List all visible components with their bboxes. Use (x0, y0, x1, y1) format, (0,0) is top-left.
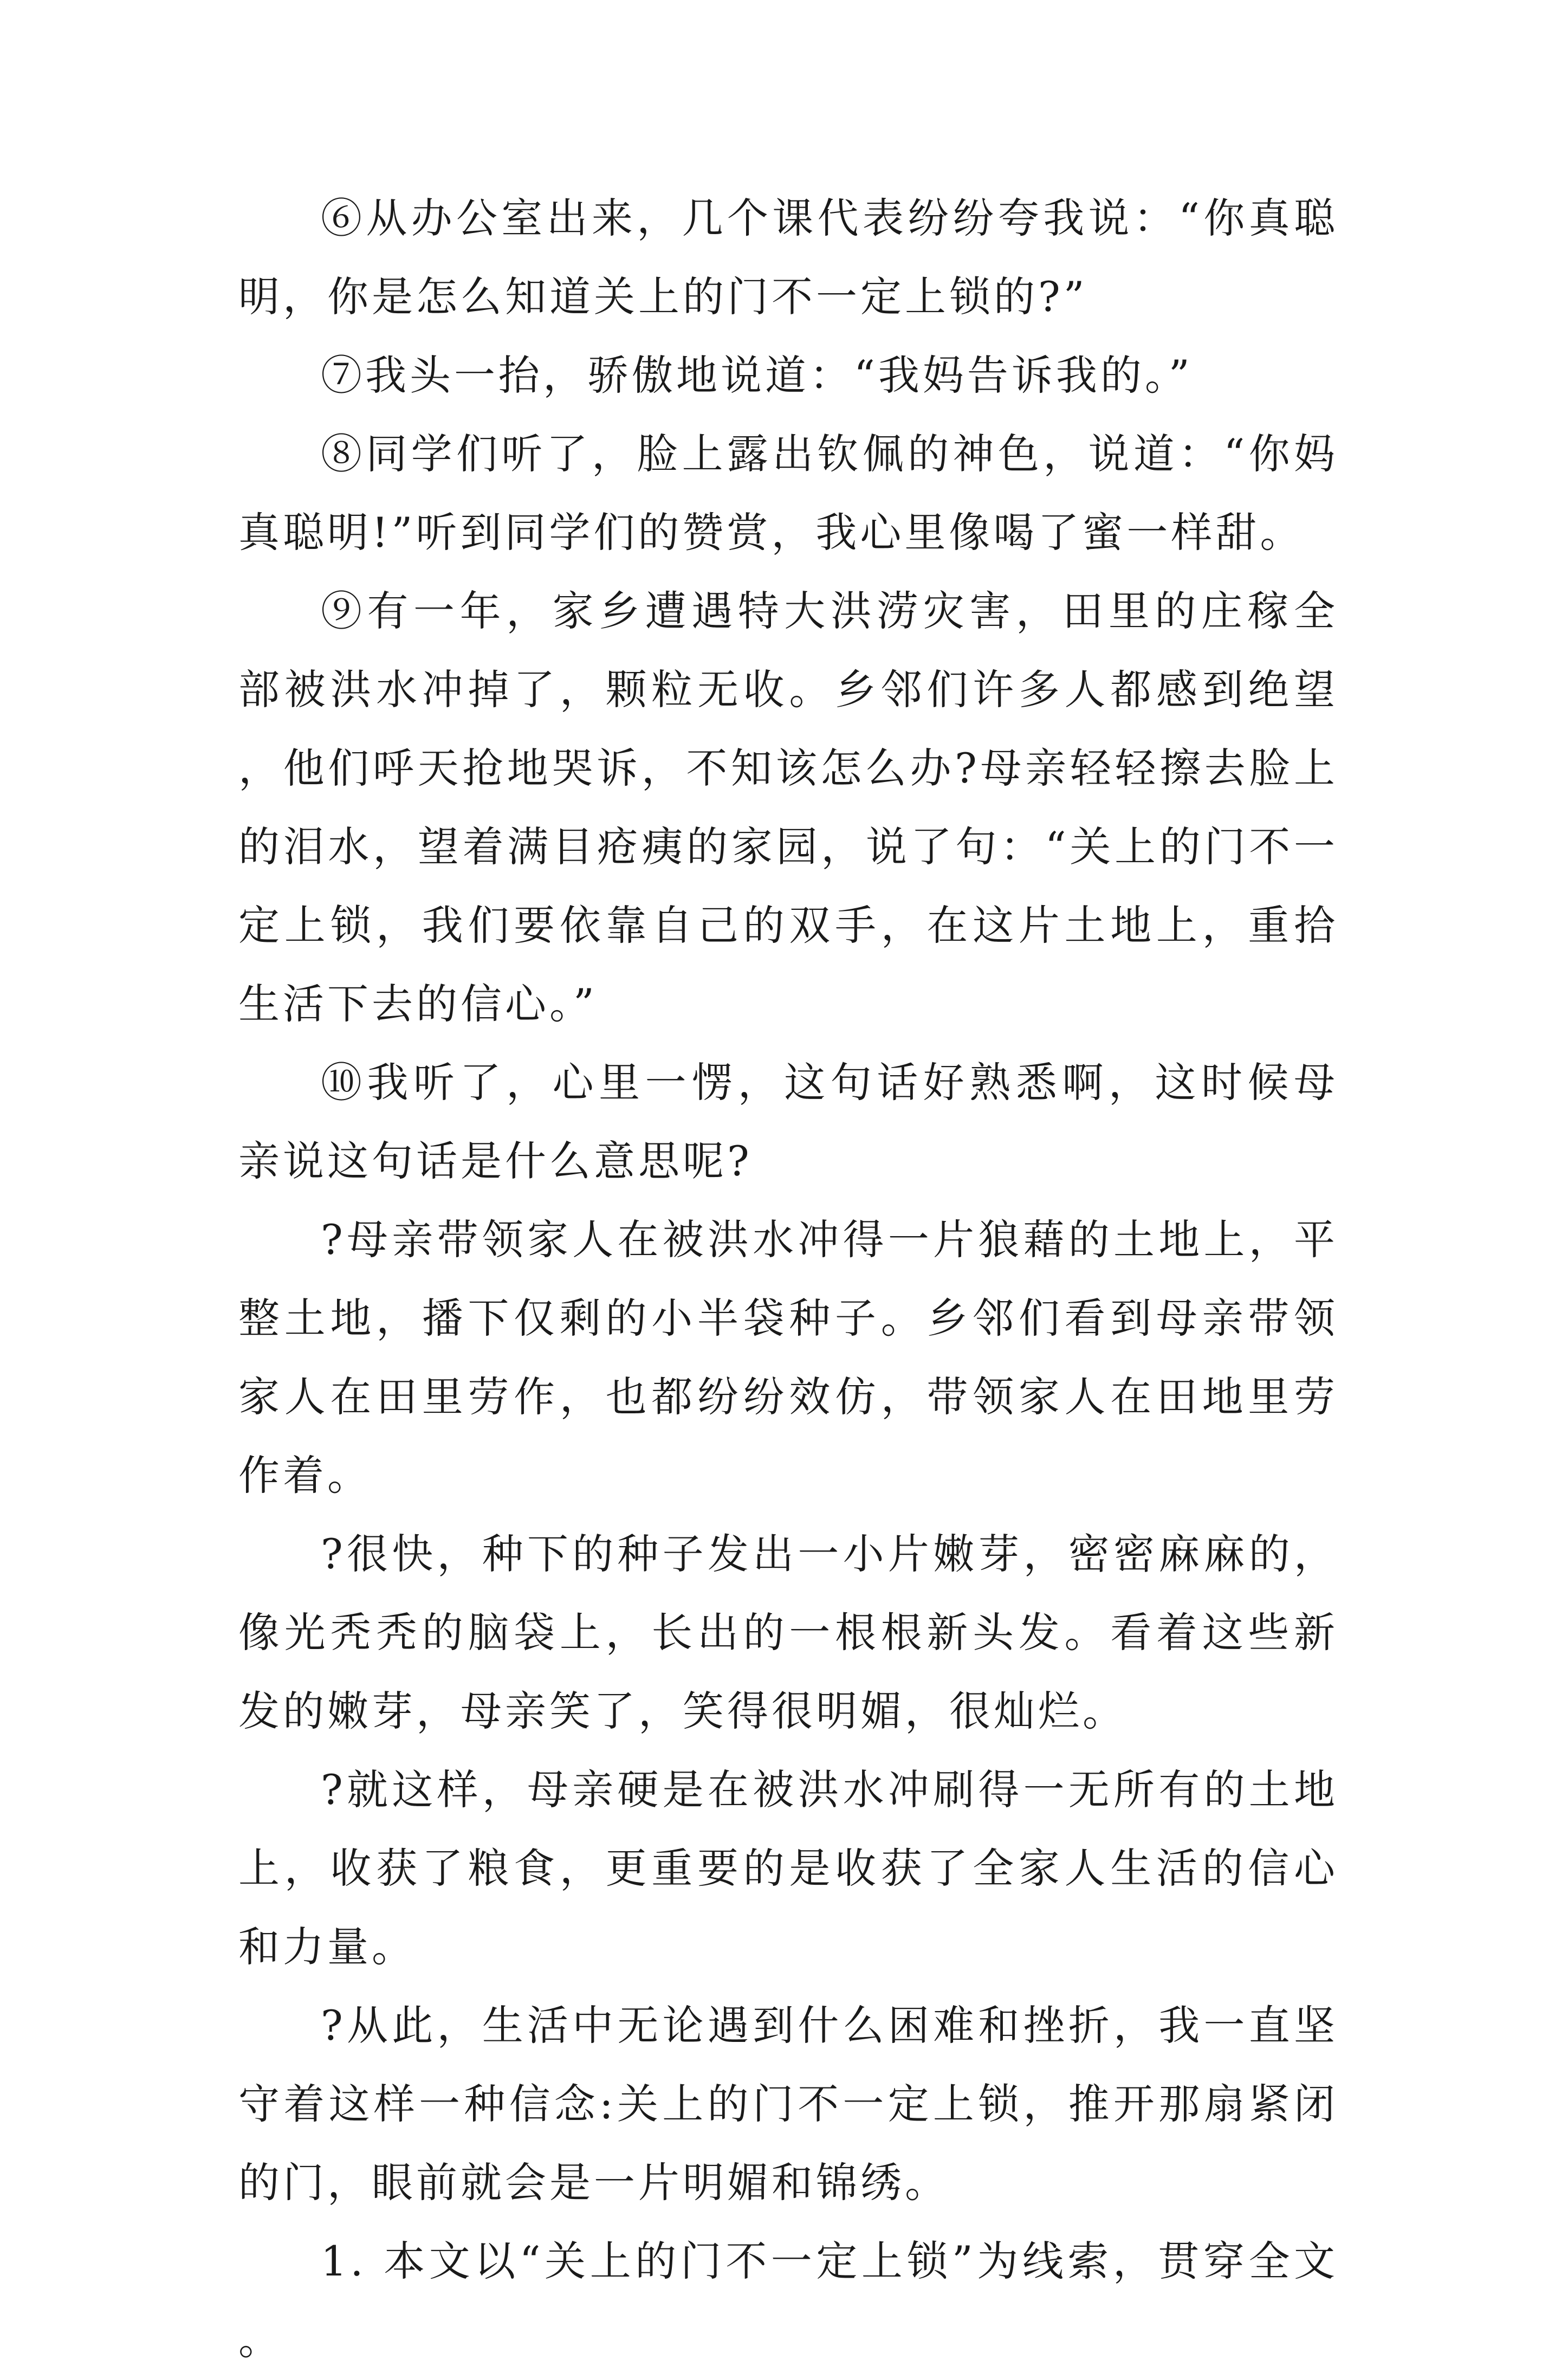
paragraph-13: ?就这样，母亲硬是在被洪水冲刷得一无所有的土地上，收获了粮食，更重要的是收获了全家人生活的信心和力量。 (238, 1766, 1338, 1971)
paragraph-6: ⑥从办公室出来，几个课代表纷纷夸我说：“你真聪明，你是怎么知道关上的门不一定上锁的?” (238, 194, 1338, 321)
paragraph-7: ⑦我头一抬，骄傲地说道：“我妈告诉我的。” (321, 351, 1193, 399)
question-1: 1. 本文以“关上的门不一定上锁”为线索，贯穿全文。 (238, 2237, 1338, 2364)
paragraph-8: ⑧同学们听了，脸上露出钦佩的神色，说道：“你妈真聪明!”听到同学们的赞赏，我心里像喝了蜜一样甜。 (238, 430, 1338, 557)
paragraph-10: ⑩我听了，心里一愣，这句话好熟悉啊，这时候母亲说这句话是什么意思呢? (238, 1058, 1338, 1185)
paragraph-11: ?母亲带领家人在被洪水冲得一片狼藉的土地上，平整土地，播下仅剩的小半袋种子。乡邻们看到母亲带领家人在田里劳作，也都纷纷效仿，带领家人在田地里劳作着。 (238, 1216, 1338, 1499)
paragraph-14: ?从此，生活中无论遇到什么困难和挫折，我一直坚守着这样一种信念:关上的门不一定上锁，推开那扇紧闭的门，眼前就会是一片明媚和锦绣。 (238, 2001, 1338, 2207)
paragraph-9: ⑨有一年，家乡遭遇特大洪涝灾害，田里的庄稼全部被洪水冲掉了，颗粒无收。乡邻们许多人都感到绝望，他们呼天抢地哭诉，不知该怎么办?母亲轻轻擦去脸上的泪水，望着满目疮痍的家园，说了句：“关上的门不一定上锁，我们要依靠自己的双手，在这片土地上，重拾生活下去的信心。” (238, 587, 1338, 1028)
body-text (238, 179, 1338, 2379)
paragraph-12: ?很快，种下的种子发出一小片嫩芽，密密麻麻的，像光秃秃的脑袋上，长出的一根根新头发。看着这些新发的嫩芽，母亲笑了，笑得很明媚，很灿烂。 (238, 1530, 1338, 1735)
